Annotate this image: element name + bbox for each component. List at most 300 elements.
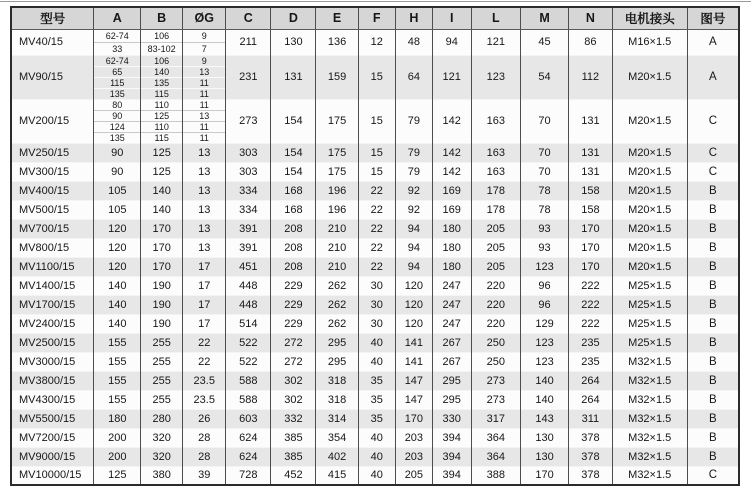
cell-n: 170 (569, 257, 613, 276)
column-header-connector: 电机接头 (612, 7, 687, 29)
cell-i: 121 (432, 55, 471, 99)
cell-connector: M32×1.5 (612, 352, 687, 371)
cell-connector: M20×1.5 (612, 200, 687, 219)
cell-h: 120 (395, 276, 432, 295)
cell-f: 15 (358, 99, 395, 143)
cell-i: 267 (432, 352, 471, 371)
cell-og: 23.5 (183, 390, 226, 409)
cell-e: 196 (316, 181, 358, 200)
cell-og: 11 (183, 121, 226, 132)
cell-b: 106 (141, 29, 183, 42)
cell-l: 205 (471, 257, 521, 276)
cell-model: MV200/15 (11, 99, 94, 143)
cell-h: 120 (395, 314, 432, 333)
cell-i: 394 (432, 428, 471, 447)
cell-connector: M20×1.5 (612, 162, 687, 181)
cell-l: 220 (471, 314, 521, 333)
cell-h: 92 (395, 181, 432, 200)
cell-c: 514 (226, 314, 271, 333)
cell-figure: B (687, 219, 739, 238)
cell-m: 93 (521, 219, 569, 238)
table-row (11, 371, 739, 390)
table-row (11, 295, 739, 314)
cell-c: 448 (226, 295, 271, 314)
cell-og: 23.5 (183, 371, 226, 390)
cell-connector: M25×1.5 (612, 276, 687, 295)
cell-l: 273 (471, 390, 521, 409)
cell-connector: M32×1.5 (612, 466, 687, 485)
table-body (11, 29, 739, 485)
cell-i: 295 (432, 371, 471, 390)
cell-b: 170 (141, 219, 183, 238)
cell-figure: C (687, 99, 739, 143)
cell-connector: M20×1.5 (612, 257, 687, 276)
cell-model: MV7200/15 (11, 428, 94, 447)
cell-a: 180 (94, 409, 141, 428)
cell-a: 90 (94, 143, 141, 162)
cell-og: 17 (183, 314, 226, 333)
cell-a: 155 (94, 352, 141, 371)
cell-og: 39 (183, 466, 226, 485)
cell-l: 163 (471, 162, 521, 181)
cell-d: 154 (271, 99, 316, 143)
cell-n: 131 (569, 143, 613, 162)
cell-i: 169 (432, 181, 471, 200)
column-header-og: ØG (183, 7, 226, 29)
cell-model: MV2400/15 (11, 314, 94, 333)
cell-i: 94 (432, 29, 471, 55)
cell-h: 203 (395, 447, 432, 466)
cell-h: 94 (395, 257, 432, 276)
cell-b: 83-102 (141, 42, 183, 55)
cell-c: 603 (226, 409, 271, 428)
cell-d: 302 (271, 390, 316, 409)
cell-figure: B (687, 447, 739, 466)
cell-m: 129 (521, 314, 569, 333)
cell-a: 62-74 (94, 29, 141, 42)
table-row (11, 238, 739, 257)
cell-a: 90 (94, 162, 141, 181)
cell-connector: M20×1.5 (612, 181, 687, 200)
column-header-figure: 图号 (687, 7, 739, 29)
cell-n: 222 (569, 314, 613, 333)
cell-og: 13 (183, 181, 226, 200)
cell-l: 250 (471, 333, 521, 352)
cell-d: 130 (271, 29, 316, 55)
cell-b: 255 (141, 390, 183, 409)
cell-e: 210 (316, 257, 358, 276)
column-header-model: 型号 (11, 7, 94, 29)
cell-f: 15 (358, 162, 395, 181)
cell-e: 402 (316, 447, 358, 466)
cell-model: MV40/15 (11, 29, 94, 55)
cell-og: 13 (183, 110, 226, 121)
cell-m: 70 (521, 143, 569, 162)
cell-figure: A (687, 55, 739, 99)
cell-n: 222 (569, 276, 613, 295)
cell-b: 125 (141, 162, 183, 181)
cell-b: 140 (141, 181, 183, 200)
cell-f: 40 (358, 466, 395, 485)
cell-e: 175 (316, 162, 358, 181)
table-row (11, 314, 739, 333)
cell-n: 170 (569, 238, 613, 257)
cell-a: 62-74 (94, 55, 141, 66)
cell-f: 40 (358, 447, 395, 466)
cell-f: 30 (358, 295, 395, 314)
cell-d: 332 (271, 409, 316, 428)
cell-n: 158 (569, 181, 613, 200)
cell-f: 40 (358, 428, 395, 447)
cell-b: 320 (141, 428, 183, 447)
cell-l: 163 (471, 143, 521, 162)
cell-i: 180 (432, 219, 471, 238)
cell-c: 522 (226, 352, 271, 371)
cell-l: 178 (471, 200, 521, 219)
cell-figure: B (687, 390, 739, 409)
cell-h: 79 (395, 143, 432, 162)
cell-b: 115 (141, 88, 183, 99)
cell-n: 158 (569, 200, 613, 219)
cell-l: 250 (471, 352, 521, 371)
cell-m: 96 (521, 276, 569, 295)
cell-m: 140 (521, 371, 569, 390)
cell-i: 394 (432, 447, 471, 466)
cell-n: 378 (569, 466, 613, 485)
cell-e: 175 (316, 99, 358, 143)
cell-b: 320 (141, 447, 183, 466)
cell-i: 267 (432, 333, 471, 352)
cell-figure: B (687, 181, 739, 200)
cell-a: 200 (94, 428, 141, 447)
table-row (11, 162, 739, 181)
cell-og: 17 (183, 276, 226, 295)
cell-i: 330 (432, 409, 471, 428)
cell-figure: B (687, 352, 739, 371)
cell-n: 131 (569, 162, 613, 181)
cell-d: 385 (271, 447, 316, 466)
cell-figure: B (687, 295, 739, 314)
column-header-e: E (316, 7, 358, 29)
cell-d: 229 (271, 276, 316, 295)
cell-n: 131 (569, 99, 613, 143)
cell-model: MV800/15 (11, 238, 94, 257)
cell-m: 123 (521, 333, 569, 352)
cell-b: 125 (141, 110, 183, 121)
cell-figure: B (687, 371, 739, 390)
cell-d: 131 (271, 55, 316, 99)
cell-og: 11 (183, 99, 226, 110)
cell-figure: B (687, 200, 739, 219)
cell-og: 26 (183, 409, 226, 428)
cell-n: 311 (569, 409, 613, 428)
cell-e: 159 (316, 55, 358, 99)
cell-b: 115 (141, 132, 183, 143)
cell-figure: B (687, 257, 739, 276)
cell-b: 170 (141, 257, 183, 276)
cell-e: 318 (316, 371, 358, 390)
cell-l: 205 (471, 219, 521, 238)
cell-f: 15 (358, 55, 395, 99)
cell-n: 264 (569, 390, 613, 409)
cell-b: 106 (141, 55, 183, 66)
cell-connector: M20×1.5 (612, 55, 687, 99)
table-row (11, 143, 739, 162)
cell-h: 79 (395, 99, 432, 143)
cell-c: 588 (226, 371, 271, 390)
column-header-n: N (569, 7, 613, 29)
cell-connector: M25×1.5 (612, 314, 687, 333)
table-row (11, 276, 739, 295)
cell-model: MV300/15 (11, 162, 94, 181)
cell-l: 364 (471, 428, 521, 447)
cell-h: 94 (395, 219, 432, 238)
column-header-i: I (432, 7, 471, 29)
cell-a: 105 (94, 200, 141, 219)
top-rule (0, 1, 751, 2)
cell-b: 190 (141, 295, 183, 314)
table-row (11, 352, 739, 371)
column-header-l: L (471, 7, 521, 29)
cell-a: 155 (94, 371, 141, 390)
cell-h: 203 (395, 428, 432, 447)
cell-m: 45 (521, 29, 569, 55)
cell-a: 90 (94, 110, 141, 121)
cell-h: 147 (395, 390, 432, 409)
cell-og: 13 (183, 200, 226, 219)
cell-l: 364 (471, 447, 521, 466)
cell-og: 11 (183, 77, 226, 88)
cell-e: 136 (316, 29, 358, 55)
cell-d: 154 (271, 162, 316, 181)
cell-a: 105 (94, 181, 141, 200)
table-row (11, 219, 739, 238)
cell-c: 522 (226, 333, 271, 352)
cell-b: 190 (141, 276, 183, 295)
cell-f: 35 (358, 409, 395, 428)
cell-f: 40 (358, 333, 395, 352)
cell-og: 9 (183, 55, 226, 66)
cell-connector: M16×1.5 (612, 29, 687, 55)
table-row (11, 257, 739, 276)
cell-figure: B (687, 276, 739, 295)
cell-b: 280 (141, 409, 183, 428)
cell-c: 588 (226, 390, 271, 409)
cell-og: 11 (183, 88, 226, 99)
cell-og: 13 (183, 219, 226, 238)
cell-c: 391 (226, 219, 271, 238)
cell-b: 125 (141, 143, 183, 162)
table-row (11, 447, 739, 466)
cell-connector: M20×1.5 (612, 143, 687, 162)
column-header-b: B (141, 7, 183, 29)
cell-e: 314 (316, 409, 358, 428)
cell-figure: C (687, 466, 739, 485)
cell-a: 115 (94, 77, 141, 88)
cell-b: 140 (141, 200, 183, 219)
cell-d: 302 (271, 371, 316, 390)
cell-connector: M32×1.5 (612, 428, 687, 447)
cell-m: 123 (521, 257, 569, 276)
cell-f: 22 (358, 219, 395, 238)
cell-model: MV250/15 (11, 143, 94, 162)
cell-e: 210 (316, 219, 358, 238)
cell-connector: M32×1.5 (612, 409, 687, 428)
cell-l: 388 (471, 466, 521, 485)
cell-h: 94 (395, 238, 432, 257)
spec-table-container (10, 6, 740, 486)
cell-n: 112 (569, 55, 613, 99)
cell-d: 385 (271, 428, 316, 447)
cell-m: 170 (521, 466, 569, 485)
cell-i: 247 (432, 295, 471, 314)
cell-connector: M20×1.5 (612, 238, 687, 257)
cell-og: 28 (183, 428, 226, 447)
cell-og: 9 (183, 29, 226, 42)
cell-n: 378 (569, 428, 613, 447)
cell-e: 318 (316, 390, 358, 409)
cell-og: 13 (183, 66, 226, 77)
cell-connector: M25×1.5 (612, 333, 687, 352)
cell-figure: B (687, 333, 739, 352)
cell-model: MV5500/15 (11, 409, 94, 428)
cell-l: 121 (471, 29, 521, 55)
cell-a: 135 (94, 88, 141, 99)
table-row (11, 55, 739, 66)
cell-f: 22 (358, 200, 395, 219)
cell-f: 35 (358, 390, 395, 409)
cell-d: 272 (271, 352, 316, 371)
cell-a: 33 (94, 42, 141, 55)
header-row (11, 7, 739, 29)
cell-h: 64 (395, 55, 432, 99)
cell-e: 196 (316, 200, 358, 219)
cell-n: 222 (569, 295, 613, 314)
cell-i: 142 (432, 162, 471, 181)
cell-l: 220 (471, 295, 521, 314)
cell-e: 175 (316, 143, 358, 162)
cell-l: 123 (471, 55, 521, 99)
cell-f: 35 (358, 371, 395, 390)
cell-f: 22 (358, 238, 395, 257)
cell-connector: M32×1.5 (612, 371, 687, 390)
cell-d: 208 (271, 238, 316, 257)
cell-og: 13 (183, 238, 226, 257)
cell-m: 70 (521, 162, 569, 181)
cell-b: 110 (141, 121, 183, 132)
cell-model: MV1400/15 (11, 276, 94, 295)
cell-h: 170 (395, 409, 432, 428)
cell-e: 210 (316, 238, 358, 257)
cell-i: 169 (432, 200, 471, 219)
cell-h: 92 (395, 200, 432, 219)
cell-n: 170 (569, 219, 613, 238)
cell-f: 40 (358, 352, 395, 371)
cell-c: 448 (226, 276, 271, 295)
cell-og: 22 (183, 352, 226, 371)
column-header-d: D (271, 7, 316, 29)
cell-l: 220 (471, 276, 521, 295)
cell-n: 378 (569, 447, 613, 466)
cell-og: 28 (183, 447, 226, 466)
cell-b: 170 (141, 238, 183, 257)
table-row (11, 99, 739, 110)
cell-og: 11 (183, 132, 226, 143)
cell-figure: B (687, 314, 739, 333)
column-header-a: A (94, 7, 141, 29)
cell-n: 264 (569, 371, 613, 390)
cell-h: 141 (395, 352, 432, 371)
cell-a: 140 (94, 314, 141, 333)
cell-d: 208 (271, 219, 316, 238)
cell-h: 147 (395, 371, 432, 390)
cell-b: 255 (141, 352, 183, 371)
cell-i: 180 (432, 238, 471, 257)
cell-og: 17 (183, 257, 226, 276)
cell-m: 130 (521, 447, 569, 466)
cell-c: 303 (226, 162, 271, 181)
cell-f: 22 (358, 181, 395, 200)
column-header-f: F (358, 7, 395, 29)
cell-c: 728 (226, 466, 271, 485)
cell-a: 200 (94, 447, 141, 466)
cell-model: MV1700/15 (11, 295, 94, 314)
cell-figure: B (687, 428, 739, 447)
cell-model: MV4300/15 (11, 390, 94, 409)
cell-e: 415 (316, 466, 358, 485)
cell-m: 70 (521, 99, 569, 143)
cell-og: 17 (183, 295, 226, 314)
cell-a: 140 (94, 276, 141, 295)
cell-f: 15 (358, 143, 395, 162)
cell-h: 141 (395, 333, 432, 352)
cell-connector: M32×1.5 (612, 390, 687, 409)
cell-d: 154 (271, 143, 316, 162)
table-row (11, 200, 739, 219)
cell-figure: B (687, 238, 739, 257)
cell-model: MV10000/15 (11, 466, 94, 485)
cell-e: 262 (316, 314, 358, 333)
cell-c: 624 (226, 428, 271, 447)
cell-h: 120 (395, 295, 432, 314)
cell-e: 295 (316, 352, 358, 371)
cell-figure: C (687, 162, 739, 181)
cell-d: 229 (271, 295, 316, 314)
cell-h: 79 (395, 162, 432, 181)
cell-a: 120 (94, 238, 141, 257)
cell-c: 231 (226, 55, 271, 99)
cell-e: 354 (316, 428, 358, 447)
cell-i: 247 (432, 276, 471, 295)
cell-a: 155 (94, 390, 141, 409)
cell-f: 12 (358, 29, 395, 55)
cell-f: 30 (358, 314, 395, 333)
column-header-m: M (521, 7, 569, 29)
cell-connector: M20×1.5 (612, 99, 687, 143)
cell-m: 143 (521, 409, 569, 428)
cell-c: 451 (226, 257, 271, 276)
cell-a: 155 (94, 333, 141, 352)
cell-model: MV700/15 (11, 219, 94, 238)
cell-model: MV2500/15 (11, 333, 94, 352)
cell-connector: M20×1.5 (612, 219, 687, 238)
cell-m: 78 (521, 181, 569, 200)
cell-c: 391 (226, 238, 271, 257)
cell-model: MV3800/15 (11, 371, 94, 390)
cell-d: 452 (271, 466, 316, 485)
cell-og: 22 (183, 333, 226, 352)
cell-a: 65 (94, 66, 141, 77)
